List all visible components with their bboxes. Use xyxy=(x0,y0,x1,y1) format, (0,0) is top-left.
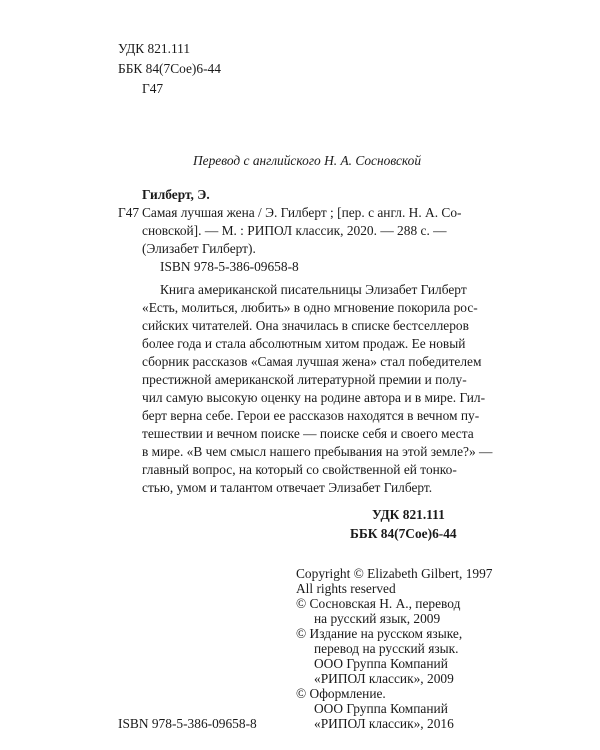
copyright-line: Copyright © Elizabeth Gilbert, 1997 xyxy=(296,566,493,581)
copyright-line: © Оформление. xyxy=(296,686,386,701)
annotation-line: главный вопрос, на который со свойственной ей тонко- xyxy=(142,462,457,477)
copyright-line: «РИПОЛ классик», 2016 xyxy=(314,716,454,731)
catalog-title-line: сновской]. — М. : РИПОЛ классик, 2020. — 288 с. — xyxy=(142,223,447,238)
copyright-line: © Издание на русском языке, xyxy=(296,626,463,641)
catalog-title-line: (Элизабет Гилберт). xyxy=(142,241,256,256)
annotation-line: более года и стала абсолютным хитом продаж. Ее новый xyxy=(142,336,466,351)
copyright-line: ООО Группа Компаний xyxy=(314,656,448,671)
copyright-line: «РИПОЛ классик», 2009 xyxy=(314,671,454,686)
header-bbk: ББК 84(7Сое)6-44 xyxy=(118,61,221,76)
annotation-line: стью, умом и талантом отвечает Элизабет Гилберт. xyxy=(142,480,433,495)
translation-note: Перевод с английского Н. А. Сосновской xyxy=(193,153,422,168)
annotation-line: Книга американской писательницы Элизабет Гилберт xyxy=(160,282,467,297)
catalog-author: Гилберт, Э. xyxy=(142,187,210,202)
annotation-line: тешествии и вечном поиске — поиске себя и своего места xyxy=(142,426,474,441)
annotation-line: в мире. «В чем смысл нашего пребывания на этой земле?» — xyxy=(142,444,493,459)
catalog-author-mark: Г47 xyxy=(118,205,140,220)
annotation-line: сийских читателей. Она значилась в списке бестселлеров xyxy=(142,318,469,333)
copyright-line: © Сосновская Н. А., перевод xyxy=(296,596,461,611)
copyright-line: на русский язык, 2009 xyxy=(314,611,441,626)
annotation-line: «Есть, молиться, любить» в одно мгновение покорила рос- xyxy=(142,300,478,315)
catalog-isbn: ISBN 978-5-386-09658-8 xyxy=(160,259,299,274)
copyright-line: All rights reserved xyxy=(296,581,396,596)
header-author-mark: Г47 xyxy=(142,81,164,96)
annotation-line: берт верна себе. Герои ее рассказов находятся в вечном пу- xyxy=(142,408,480,423)
copyright-line: перевод на русский язык. xyxy=(314,641,459,656)
annotation-line: чил самую высокую оценку на родине автора и в мире. Гил- xyxy=(142,390,486,405)
annotation-line: престижной американской литературной премии и полу- xyxy=(142,372,467,387)
header-udk: УДК 821.111 xyxy=(118,41,191,56)
classification-bbk: ББК 84(7Сое)6-44 xyxy=(350,526,457,541)
catalog-title-line: Самая лучшая жена / Э. Гилберт ; [пер. с англ. Н. А. Со- xyxy=(142,205,462,220)
copyright-line: ООО Группа Компаний xyxy=(314,701,448,716)
classification-udk: УДК 821.111 xyxy=(372,507,445,522)
footer-isbn: ISBN 978-5-386-09658-8 xyxy=(118,716,257,731)
annotation-line: сборник рассказов «Самая лучшая жена» стал победителем xyxy=(142,354,482,369)
